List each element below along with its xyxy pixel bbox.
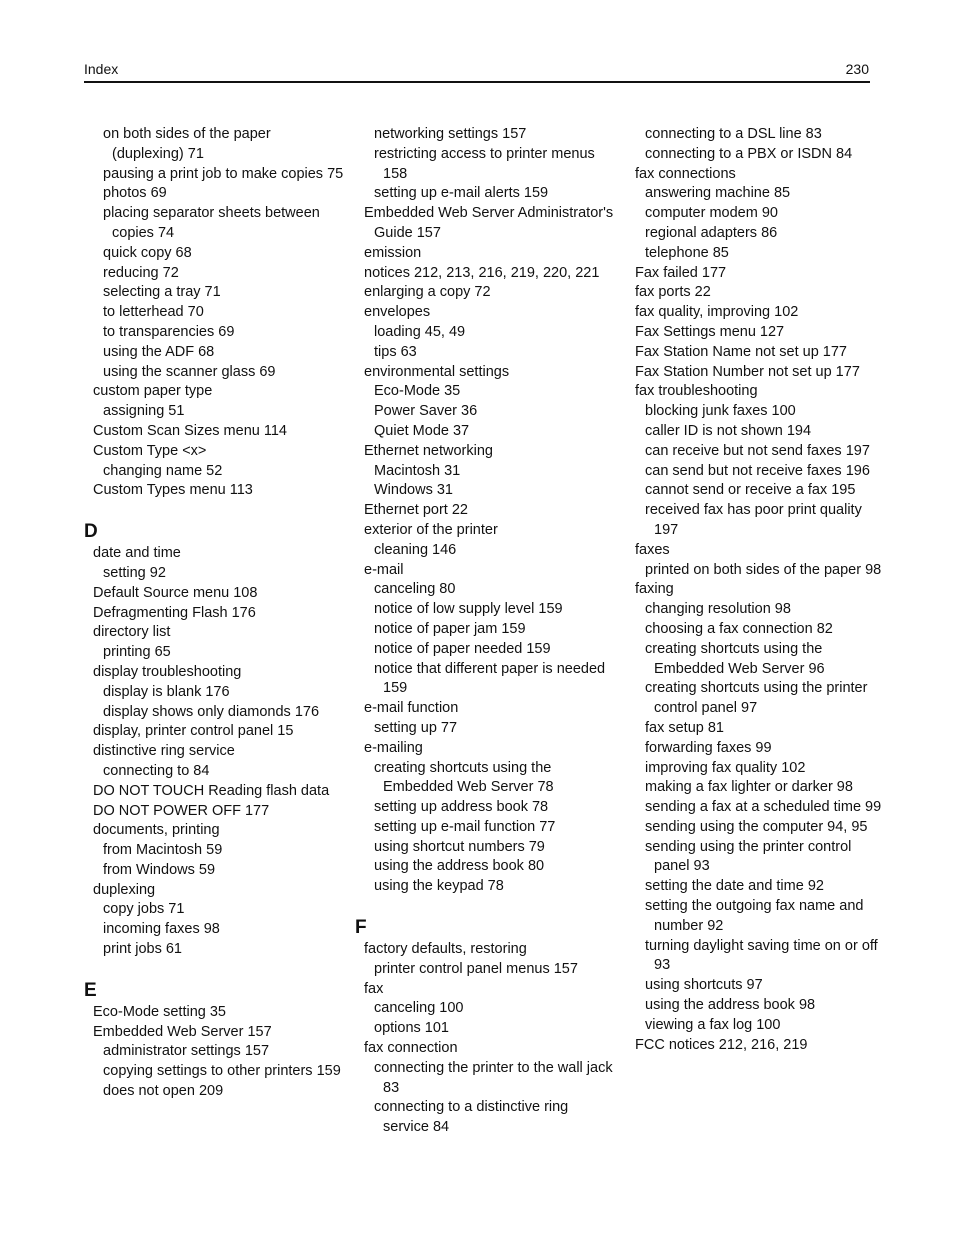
index-subentry: fax setup 81 (645, 719, 724, 736)
index-subentry: creating shortcuts using the Embedded Web Server 78 (374, 759, 554, 796)
index-subentry: using the scanner glass 69 (103, 363, 276, 380)
index-entry: Eco‑Mode setting 35 (93, 1003, 226, 1020)
index-entry: faxes (635, 541, 670, 558)
index-entry: Fax Station Number not set up 177 (635, 363, 860, 380)
index-subentry: connecting to a distinctive ring service 84 (374, 1099, 569, 1136)
index-column-3 (626, 125, 888, 1055)
index-subentry: copying settings to other printers 159 (103, 1063, 341, 1080)
index-letter-heading: D (84, 521, 98, 543)
index-entry: e‑mailing (364, 739, 423, 756)
index-entry: envelopes (364, 304, 431, 321)
index-entry: display troubleshooting (93, 663, 242, 680)
index-subentry: setting up 77 (374, 719, 458, 736)
index-subentry: improving fax quality 102 (645, 759, 806, 776)
index-subentry: forwarding faxes 99 (645, 739, 772, 756)
index-subentry: display is blank 176 (103, 683, 230, 700)
index-subentry: caller ID is not shown 194 (645, 422, 812, 439)
index-entry: fax (364, 980, 384, 997)
index-letter-heading: E (84, 979, 97, 1001)
index-entry: date and time (93, 545, 181, 562)
index-subentry: changing resolution 98 (645, 601, 791, 618)
index-entry: Fax Station Name not set up 177 (635, 343, 847, 360)
index-entry: Custom Type <x> (93, 442, 207, 459)
index-subentry: Windows 31 (374, 482, 453, 499)
index-entry: duplexing (93, 881, 156, 898)
index-entry: notices 212, 213, 216, 219, 220, 221 (364, 264, 600, 281)
index-subentry: copy jobs 71 (103, 901, 185, 918)
index-subentry: viewing a fax log 100 (645, 1016, 781, 1033)
index-subentry: setting up address book 78 (374, 799, 549, 816)
index-subentry: from Macintosh 59 (103, 842, 223, 859)
running-header-section: Index (84, 61, 119, 77)
index-letter-heading: F (355, 917, 367, 939)
index-entry: Embedded Web Server 157 (93, 1023, 272, 1040)
index-subentry: received fax has poor print quality 197 (645, 502, 862, 538)
index-subentry: administrator settings 157 (103, 1043, 270, 1060)
index-subentry: sending a fax at a scheduled time 99 (645, 799, 882, 816)
index-subentry: can send but not receive faxes 196 (645, 462, 870, 479)
index-subentry: to letterhead 70 (103, 304, 204, 321)
index-entry: Defragmenting Flash 176 (93, 604, 256, 621)
index-subentry: placing separator sheets between copies 74 (103, 205, 320, 241)
index-subentry: sending using the printer control panel 93 (645, 838, 852, 875)
index-subentry: does not open 209 (103, 1083, 224, 1100)
index-entry: emission (364, 244, 422, 261)
index-subentry: print jobs 61 (103, 941, 182, 958)
index-subentry: connecting to a DSL line 83 (645, 126, 822, 142)
page-number: 230 (845, 61, 869, 77)
index-subentry: selecting a tray 71 (103, 284, 221, 301)
index-subentry: choosing a fax connection 82 (645, 620, 833, 637)
index-subentry: notice of paper jam 159 (374, 620, 526, 637)
index-subentry: notice of low supply level 159 (374, 601, 563, 618)
header-rule (84, 81, 870, 83)
index-subentry: canceling 100 (374, 1000, 464, 1017)
index-subentry: quick copy 68 (103, 244, 192, 261)
index-subentry: to transparencies 69 (103, 323, 235, 340)
index-entry: fax troubleshooting (635, 383, 758, 400)
index-entry: display, printer control panel 15 (93, 723, 294, 740)
index-column-2 (355, 125, 617, 1138)
index-entry: documents, printing (93, 822, 220, 839)
index-entry: faxing (635, 581, 674, 598)
index-entry: Fax Settings menu 127 (635, 323, 785, 340)
index-entry: e‑mail function (364, 700, 459, 717)
index-subentry: can receive but not send faxes 197 (645, 442, 870, 459)
index-subentry: from Windows 59 (103, 861, 216, 878)
index-subentry: using the ADF 68 (103, 343, 215, 360)
index-entry: environmental settings (364, 363, 510, 380)
index-entry: fax connections (635, 165, 736, 182)
index-entry: Embedded Web Server Administrator's Guide 157 (364, 205, 614, 241)
index-entry: distinctive ring service (93, 743, 235, 760)
index-subentry: setting the outgoing fax name and number 92 (645, 898, 864, 934)
index-subentry: sending using the computer 94, 95 (645, 818, 868, 835)
index-subentry: telephone 85 (645, 244, 729, 261)
index-subentry: creating shortcuts using the printer control panel 97 (645, 680, 868, 717)
index-subentry: photos 69 (103, 185, 167, 202)
index-column-1 (84, 125, 346, 1102)
index-subentry: assigning 51 (103, 403, 185, 420)
index-subentry: using the address book 80 (374, 858, 545, 875)
index-subentry: printed on both sides of the paper 98 (645, 561, 882, 578)
index-entry: Default Source menu 108 (93, 584, 258, 601)
index-subentry: printer control panel menus 157 (374, 960, 578, 977)
index-entry: Custom Scan Sizes menu 114 (93, 422, 287, 439)
index-subentry: connecting to a PBX or ISDN 84 (645, 145, 853, 162)
index-entry: e‑mail (364, 561, 404, 578)
index-entry: fax ports 22 (635, 284, 711, 301)
index-subentry: cannot send or receive a fax 195 (645, 482, 856, 499)
index-subentry: changing name 52 (103, 462, 223, 479)
index-subentry: setting up e‑mail function 77 (374, 818, 556, 835)
index-subentry: Quiet Mode 37 (374, 422, 470, 439)
index-entry: factory defaults, restoring (364, 941, 527, 958)
index-subentry: turning daylight saving time on or off 93 (645, 937, 878, 974)
index-subentry: blocking junk faxes 100 (645, 403, 796, 420)
index-subentry: notice that different paper is needed 159 (374, 660, 606, 697)
index-subentry: on both sides of the paper (duplexing) 71 (103, 126, 271, 162)
index-entry: directory list (93, 624, 171, 641)
index-entry: enlarging a copy 72 (364, 284, 491, 301)
index-subentry: using the keypad 78 (374, 878, 504, 895)
index-subentry: setting up e‑mail alerts 159 (374, 185, 549, 202)
index-entry: Ethernet networking (364, 442, 493, 459)
index-entry: DO NOT TOUCH Reading flash data (93, 782, 330, 799)
index-subentry: restricting access to printer menus 158 (374, 145, 595, 182)
index-subentry: answering machine 85 (645, 185, 791, 202)
index-subentry: display shows only diamonds 176 (103, 703, 320, 720)
index-subentry: tips 63 (374, 343, 417, 360)
index-subentry: setting 92 (103, 564, 166, 581)
index-subentry: cleaning 146 (374, 541, 457, 558)
index-subentry: regional adapters 86 (645, 224, 778, 241)
index-subentry: loading 45, 49 (374, 323, 466, 340)
index-entry: DO NOT POWER OFF 177 (93, 802, 270, 819)
index-subentry: networking settings 157 (374, 126, 527, 142)
index-subentry: Eco‑Mode 35 (374, 383, 461, 400)
index-entry: FCC notices 212, 216, 219 (635, 1036, 808, 1053)
index-subentry: options 101 (374, 1020, 449, 1037)
index-subentry: creating shortcuts using the Embedded Web Server 96 (645, 640, 825, 677)
index-entry: Fax failed 177 (635, 264, 727, 281)
index-subentry: using shortcuts 97 (645, 977, 763, 994)
index-entry: custom paper type (93, 383, 213, 400)
index-subentry: using the address book 98 (645, 997, 816, 1014)
index-subentry: Power Saver 36 (374, 403, 478, 420)
index-entry: Custom Types menu 113 (93, 482, 253, 499)
index-entry: exterior of the printer (364, 521, 498, 538)
index-subentry: canceling 80 (374, 581, 456, 598)
index-subentry: connecting to 84 (103, 762, 210, 779)
index-subentry: notice of paper needed 159 (374, 640, 551, 657)
index-subentry: computer modem 90 (645, 205, 778, 222)
index-subentry: Macintosh 31 (374, 462, 461, 479)
index-entry: fax connection (364, 1040, 458, 1057)
index-subentry: pausing a print job to make copies 75 (103, 165, 344, 182)
index-subentry: setting the date and time 92 (645, 878, 824, 895)
index-subentry: incoming faxes 98 (103, 921, 220, 938)
index-subentry: using shortcut numbers 79 (374, 838, 545, 855)
index-entry: fax quality, improving 102 (635, 304, 799, 321)
index-subentry: making a fax lighter or darker 98 (645, 779, 853, 796)
index-subentry: connecting the printer to the wall jack 83 (374, 1059, 613, 1096)
index-subentry: reducing 72 (103, 264, 179, 281)
index-entry: Ethernet port 22 (364, 502, 468, 519)
index-subentry: printing 65 (103, 644, 171, 661)
